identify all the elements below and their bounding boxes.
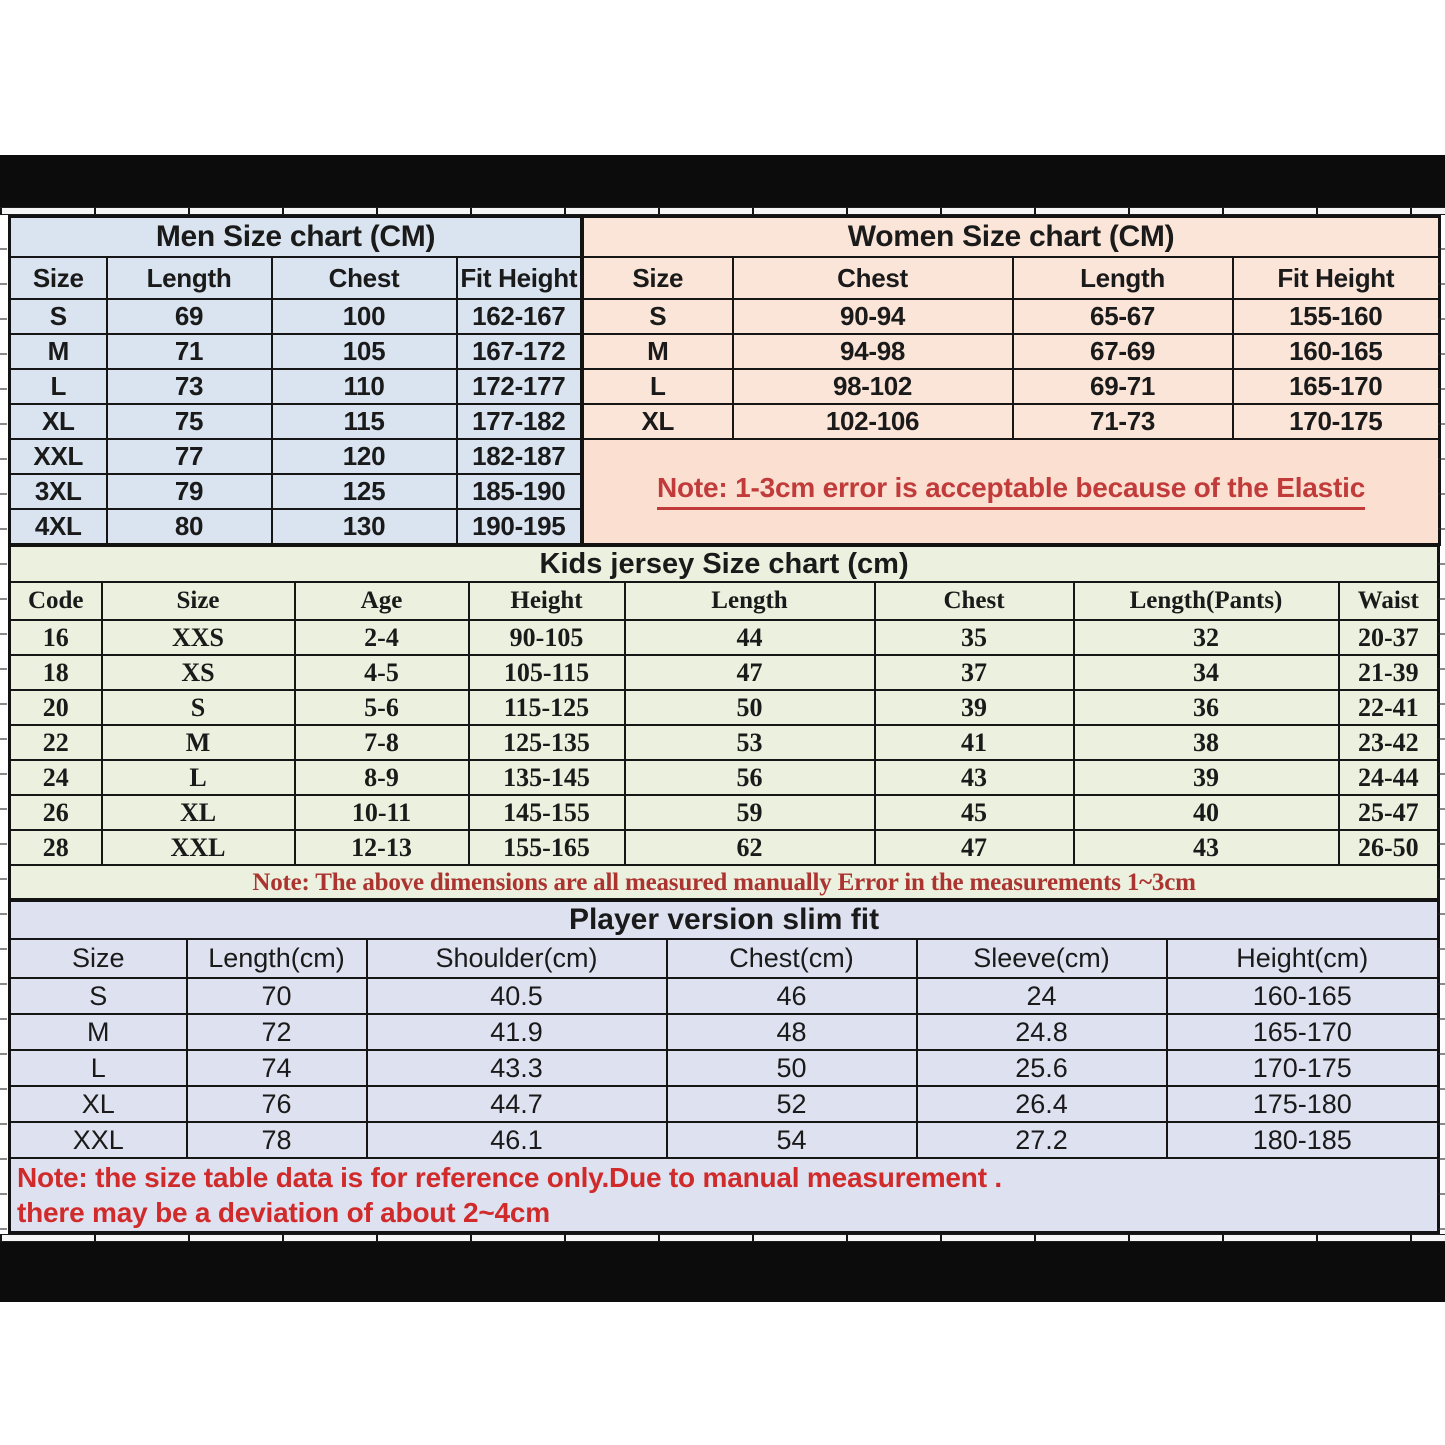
cell: 160-165 xyxy=(1233,334,1440,369)
player-header-row xyxy=(10,939,1439,978)
bottom-tick-strip xyxy=(0,1234,1445,1242)
cell: 39 xyxy=(875,690,1074,725)
cell: 22 xyxy=(10,725,102,760)
cell: 18 xyxy=(10,655,102,690)
table-row xyxy=(10,725,1439,760)
column-header: Length xyxy=(1013,257,1233,299)
cell: 53 xyxy=(625,725,875,760)
cell: 40 xyxy=(1074,795,1339,830)
cell: 180-185 xyxy=(1167,1122,1439,1158)
cell: 35 xyxy=(875,620,1074,655)
table-row xyxy=(10,1050,1439,1086)
cell: 43 xyxy=(1074,830,1339,865)
cell: 20-37 xyxy=(1339,620,1439,655)
table-row xyxy=(10,369,582,404)
column-header: Chest xyxy=(733,257,1013,299)
cell: 8-9 xyxy=(295,760,469,795)
cell: 47 xyxy=(875,830,1074,865)
women-header-row xyxy=(583,257,1440,299)
kids-title-row xyxy=(10,546,1439,583)
cell: 20 xyxy=(10,690,102,725)
column-header: Fit Height xyxy=(1233,257,1440,299)
player-note-line-1: Note: the size table data is for reference only.Due to manual measurement . xyxy=(17,1162,1002,1193)
cell: S xyxy=(102,690,295,725)
column-header: Chest xyxy=(272,257,457,299)
cell: XL xyxy=(102,795,295,830)
cell: 155-160 xyxy=(1233,299,1440,334)
cell: 77 xyxy=(107,439,272,474)
table-row xyxy=(10,474,582,509)
kids-size-table xyxy=(8,544,1440,901)
cell: XXL xyxy=(10,439,107,474)
column-header: Waist xyxy=(1339,582,1439,620)
column-header: Length xyxy=(107,257,272,299)
cell: 78 xyxy=(187,1122,367,1158)
cell: 24 xyxy=(10,760,102,795)
cell: 90-94 xyxy=(733,299,1013,334)
size-chart-content xyxy=(8,215,1437,1234)
kids-note: Note: The above dimensions are all measured manually Error in the measurements 1~3cm xyxy=(252,869,1196,896)
cell: 26-50 xyxy=(1339,830,1439,865)
cell: 115-125 xyxy=(469,690,625,725)
cell: 94-98 xyxy=(733,334,1013,369)
cell: S xyxy=(10,978,187,1014)
cell: 73 xyxy=(107,369,272,404)
cell: 67-69 xyxy=(1013,334,1233,369)
cell: 72 xyxy=(187,1014,367,1050)
cell: L xyxy=(583,369,733,404)
table-row xyxy=(10,439,582,474)
cell: M xyxy=(10,334,107,369)
cell: 175-180 xyxy=(1167,1086,1439,1122)
cell: 162-167 xyxy=(457,299,582,334)
cell: XL xyxy=(10,404,107,439)
cell: 172-177 xyxy=(457,369,582,404)
table-row xyxy=(10,690,1439,725)
player-note-cell xyxy=(10,1158,1439,1233)
column-header: Height(cm) xyxy=(1167,939,1439,978)
cell: 59 xyxy=(625,795,875,830)
cell: M xyxy=(102,725,295,760)
cell: XL xyxy=(10,1086,187,1122)
cell: 23-42 xyxy=(1339,725,1439,760)
kids-header-row xyxy=(10,582,1439,620)
cell: 37 xyxy=(875,655,1074,690)
cell: 22-41 xyxy=(1339,690,1439,725)
cell: 3XL xyxy=(10,474,107,509)
top-tick-strip xyxy=(0,207,1445,215)
kids-note-row xyxy=(10,865,1439,900)
cell: 43 xyxy=(875,760,1074,795)
cell: 105-115 xyxy=(469,655,625,690)
women-size-table xyxy=(581,215,1441,546)
cell: 50 xyxy=(625,690,875,725)
column-header: Size xyxy=(102,582,295,620)
table-row xyxy=(10,334,582,369)
cell: 24 xyxy=(917,978,1167,1014)
player-note-line-2: there may be a deviation of about 2~4cm xyxy=(17,1197,550,1228)
cell: 155-165 xyxy=(469,830,625,865)
cell: 182-187 xyxy=(457,439,582,474)
cell: 125 xyxy=(272,474,457,509)
cell: 47 xyxy=(625,655,875,690)
cell: 41 xyxy=(875,725,1074,760)
table-row xyxy=(10,830,1439,865)
men-title-row xyxy=(10,217,582,258)
column-header: Size xyxy=(10,257,107,299)
cell: 34 xyxy=(1074,655,1339,690)
table-row xyxy=(10,795,1439,830)
table-row xyxy=(10,655,1439,690)
cell: 32 xyxy=(1074,620,1339,655)
table-row xyxy=(10,404,582,439)
cell: 5-6 xyxy=(295,690,469,725)
cell: 36 xyxy=(1074,690,1339,725)
cell: XXL xyxy=(10,1122,187,1158)
men-table-wrap xyxy=(8,215,583,546)
column-header: Shoulder(cm) xyxy=(367,939,667,978)
cell: 177-182 xyxy=(457,404,582,439)
player-table-title: Player version slim fit xyxy=(10,901,1439,940)
cell: 46 xyxy=(667,978,917,1014)
cell: 102-106 xyxy=(733,404,1013,439)
cell: 170-175 xyxy=(1233,404,1440,439)
cell: 24.8 xyxy=(917,1014,1167,1050)
cell: 98-102 xyxy=(733,369,1013,404)
cell: 38 xyxy=(1074,725,1339,760)
cell: 185-190 xyxy=(457,474,582,509)
cell: 65-67 xyxy=(1013,299,1233,334)
cell: 170-175 xyxy=(1167,1050,1439,1086)
cell: 110 xyxy=(272,369,457,404)
cell: 16 xyxy=(10,620,102,655)
cell: 115 xyxy=(272,404,457,439)
cell: 165-170 xyxy=(1167,1014,1439,1050)
cell: 70 xyxy=(187,978,367,1014)
cell: 46.1 xyxy=(367,1122,667,1158)
column-header: Sleeve(cm) xyxy=(917,939,1167,978)
cell: 160-165 xyxy=(1167,978,1439,1014)
cell: 62 xyxy=(625,830,875,865)
cell: 21-39 xyxy=(1339,655,1439,690)
cell: 145-155 xyxy=(469,795,625,830)
column-header: Code xyxy=(10,582,102,620)
cell: 44.7 xyxy=(367,1086,667,1122)
cell: 10-11 xyxy=(295,795,469,830)
player-note-row xyxy=(10,1158,1439,1233)
cell: 48 xyxy=(667,1014,917,1050)
men-header-row xyxy=(10,257,582,299)
cell: 190-195 xyxy=(457,509,582,545)
cell: 90-105 xyxy=(469,620,625,655)
cell: 50 xyxy=(667,1050,917,1086)
table-row xyxy=(583,334,1440,369)
cell: 39 xyxy=(1074,760,1339,795)
table-row xyxy=(583,404,1440,439)
cell: 56 xyxy=(625,760,875,795)
women-note-cell xyxy=(583,439,1440,545)
cell: 26.4 xyxy=(917,1086,1167,1122)
column-header: Length xyxy=(625,582,875,620)
cell: XXL xyxy=(102,830,295,865)
column-header: Height xyxy=(469,582,625,620)
women-table-title: Women Size chart (CM) xyxy=(583,217,1440,258)
top-black-bar xyxy=(0,155,1445,207)
column-header: Size xyxy=(10,939,187,978)
cell: 25.6 xyxy=(917,1050,1167,1086)
cell: 27.2 xyxy=(917,1122,1167,1158)
women-note: Note: 1-3cm error is acceptable because of the Elastic xyxy=(657,473,1365,510)
cell: 41.9 xyxy=(367,1014,667,1050)
cell: 44 xyxy=(625,620,875,655)
cell: 52 xyxy=(667,1086,917,1122)
table-row xyxy=(10,760,1439,795)
table-row xyxy=(10,978,1439,1014)
table-row xyxy=(10,1086,1439,1122)
cell: 100 xyxy=(272,299,457,334)
cell: 125-135 xyxy=(469,725,625,760)
kids-note-cell xyxy=(10,865,1439,900)
cell: 4-5 xyxy=(295,655,469,690)
men-size-table xyxy=(8,215,583,546)
cell: 71-73 xyxy=(1013,404,1233,439)
cell: XL xyxy=(583,404,733,439)
table-row xyxy=(10,299,582,334)
kids-table-title: Kids jersey Size chart (cm) xyxy=(10,546,1439,583)
cell: 69-71 xyxy=(1013,369,1233,404)
cell: 167-172 xyxy=(457,334,582,369)
cell: 45 xyxy=(875,795,1074,830)
table-row xyxy=(583,369,1440,404)
column-header: Fit Height xyxy=(457,257,582,299)
men-women-section xyxy=(8,215,1437,546)
cell: 75 xyxy=(107,404,272,439)
cell: M xyxy=(583,334,733,369)
cell: 28 xyxy=(10,830,102,865)
cell: 26 xyxy=(10,795,102,830)
cell: L xyxy=(10,369,107,404)
column-header: Length(Pants) xyxy=(1074,582,1339,620)
column-header: Chest(cm) xyxy=(667,939,917,978)
cell: 2-4 xyxy=(295,620,469,655)
player-title-row xyxy=(10,901,1439,940)
women-table-wrap xyxy=(583,215,1441,546)
cell: 24-44 xyxy=(1339,760,1439,795)
cell: 130 xyxy=(272,509,457,545)
column-header: Age xyxy=(295,582,469,620)
table-row xyxy=(10,620,1439,655)
cell: 12-13 xyxy=(295,830,469,865)
cell: M xyxy=(10,1014,187,1050)
cell: 79 xyxy=(107,474,272,509)
cell: 54 xyxy=(667,1122,917,1158)
cell: XS xyxy=(102,655,295,690)
bottom-black-bar xyxy=(0,1242,1445,1302)
men-table-title: Men Size chart (CM) xyxy=(10,217,582,258)
cell: S xyxy=(583,299,733,334)
cell: 74 xyxy=(187,1050,367,1086)
table-row xyxy=(10,1014,1439,1050)
column-header: Chest xyxy=(875,582,1074,620)
cell: 120 xyxy=(272,439,457,474)
women-note-row xyxy=(583,439,1440,545)
player-size-table xyxy=(8,899,1440,1234)
column-header: Size xyxy=(583,257,733,299)
cell: 135-145 xyxy=(469,760,625,795)
cell: 76 xyxy=(187,1086,367,1122)
table-row xyxy=(583,299,1440,334)
column-header: Length(cm) xyxy=(187,939,367,978)
cell: 7-8 xyxy=(295,725,469,760)
women-title-row xyxy=(583,217,1440,258)
cell: 71 xyxy=(107,334,272,369)
cell: S xyxy=(10,299,107,334)
table-row xyxy=(10,509,582,545)
cell: 165-170 xyxy=(1233,369,1440,404)
table-row xyxy=(10,1122,1439,1158)
cell: 43.3 xyxy=(367,1050,667,1086)
cell: 105 xyxy=(272,334,457,369)
cell: 4XL xyxy=(10,509,107,545)
cell: 40.5 xyxy=(367,978,667,1014)
cell: 69 xyxy=(107,299,272,334)
cell: L xyxy=(102,760,295,795)
cell: L xyxy=(10,1050,187,1086)
top-white-margin xyxy=(0,0,1445,155)
cell: 80 xyxy=(107,509,272,545)
cell: 25-47 xyxy=(1339,795,1439,830)
cell: XXS xyxy=(102,620,295,655)
